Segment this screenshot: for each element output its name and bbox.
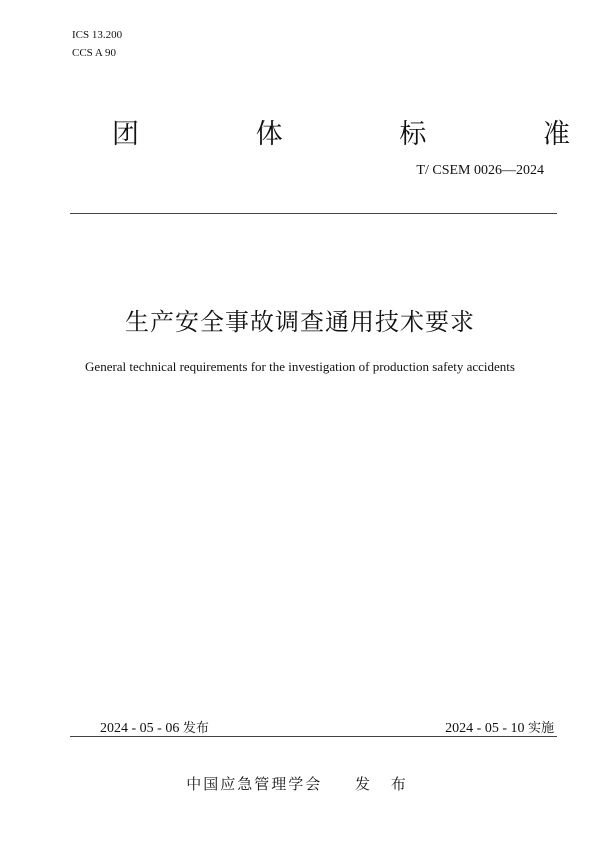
release-date (100, 717, 209, 737)
standard-number: T/ CSEM 0026—2024 (416, 163, 544, 178)
standard-type-char: 团 (112, 119, 139, 150)
publisher-line (0, 773, 600, 794)
standard-type-char: 标 (399, 119, 427, 150)
implement-label: 实施 (527, 721, 554, 736)
implement-date (445, 717, 554, 737)
publisher-name: 中国应急管理学会 (186, 775, 323, 793)
publish-word: 发 布 (355, 775, 414, 793)
title-english: General technical requirements for the investigation of production safety accidents (85, 359, 515, 374)
standard-type (112, 112, 570, 151)
release-date-value: 2024 - 05 - 06 (100, 721, 180, 736)
release-label: 发布 (182, 721, 209, 736)
ics-code: ICS 13.200 (72, 29, 123, 41)
top-divider (70, 213, 557, 214)
implement-date-value: 2024 - 05 - 10 (445, 721, 525, 736)
bottom-divider (70, 736, 557, 737)
ccs-code: CCS A 90 (72, 47, 117, 59)
classification-codes (72, 26, 122, 62)
title-chinese: 生产安全事故调查通用技术要求 (125, 308, 475, 336)
standard-type-char: 体 (255, 119, 283, 150)
standard-type-char: 准 (542, 119, 570, 150)
